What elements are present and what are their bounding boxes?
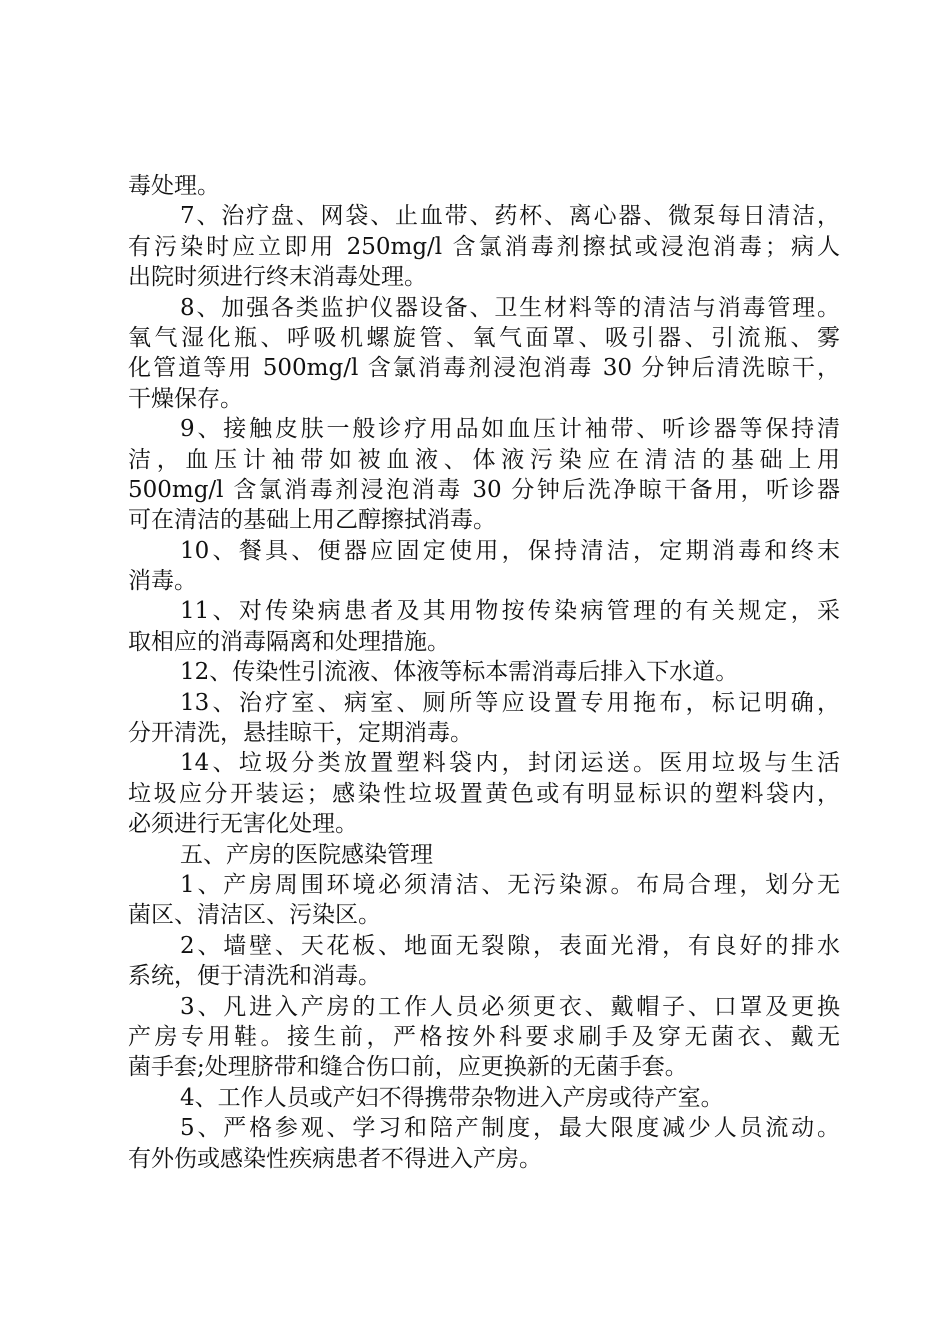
text-line: 氧气湿化瓶、呼吸机螺旋管、氧气面罩、吸引器、引流瓶、雾	[128, 324, 840, 351]
text-line: 3、凡进入产房的工作人员必须更衣、戴帽子、口罩及更换	[180, 993, 840, 1020]
text-line: 14、垃圾分类放置塑料袋内，封闭运送。医用垃圾与生活	[180, 750, 840, 777]
document-body	[128, 171, 840, 1174]
text-line: 9、接触皮肤一般诊疗用品如血压计袖带、听诊器等保持清	[180, 416, 840, 443]
text-line: 分开清洗，悬挂晾干，定期消毒。	[128, 720, 473, 747]
text-line: 有外伤或感染性疾病患者不得进入产房。	[128, 1145, 542, 1172]
text-line: 11、对传染病患者及其用物按传染病管理的有关规定，采	[180, 598, 840, 625]
section-heading: 五、产房的医院感染管理	[180, 841, 433, 868]
text-line: 8、加强各类监护仪器设备、卫生材料等的清洁与消毒管理。	[180, 294, 840, 321]
text-line: 4、工作人员或产妇不得携带杂物进入产房或待产室。	[180, 1084, 724, 1111]
text-line: 系统，便于清洗和消毒。	[128, 963, 381, 990]
text-line: 7、治疗盘、网袋、止血带、药杯、离心器、微泵每日清洁，	[180, 203, 840, 230]
text-line: 产房专用鞋。接生前，严格按外科要求刷手及穿无菌衣、戴无	[128, 1023, 840, 1050]
text-line: 出院时须进行终末消毒处理。	[128, 264, 427, 291]
text-line: 垃圾应分开装运；感染性垃圾置黄色或有明显标识的塑料袋内，	[128, 780, 840, 807]
text-line: 可在清洁的基础上用乙醇擦拭消毒。	[128, 507, 496, 534]
text-line: 500mg/l 含氯消毒剂浸泡消毒 30 分钟后洗净晾干备用，听诊器	[128, 476, 840, 503]
text-line: 化管道等用 500mg/l 含氯消毒剂浸泡消毒 30 分钟后清洗晾干，	[128, 355, 840, 382]
text-line: 12、传染性引流液、体液等标本需消毒后排入下水道。	[180, 659, 739, 686]
text-line: 1、产房周围环境必须清洁、无污染源。布局合理，划分无	[180, 871, 840, 898]
text-line: 菌区、清洁区、污染区。	[128, 902, 381, 929]
text-line: 10、餐具、便器应固定使用，保持清洁，定期消毒和终末	[180, 537, 840, 564]
text-line: 有污染时应立即用 250mg/l 含氯消毒剂擦拭或浸泡消毒；病人	[128, 233, 840, 260]
text-line: 菌手套;处理脐带和缝合伤口前，应更换新的无菌手套。	[128, 1054, 688, 1081]
text-line: 13、治疗室、病室、厕所等应设置专用拖布，标记明确，	[180, 689, 840, 716]
text-line: 5、严格参观、学习和陪产制度，最大限度减少人员流动。	[180, 1115, 840, 1142]
text-line: 洁，血压计袖带如被血液、体液污染应在清洁的基础上用	[128, 446, 840, 473]
text-line: 消毒。	[128, 568, 197, 595]
text-line: 必须进行无害化处理。	[128, 811, 358, 838]
text-line: 2、墙壁、天花板、地面无裂隙，表面光滑，有良好的排水	[180, 932, 840, 959]
text-line: 毒处理。	[128, 173, 220, 199]
text-line: 干燥保存。	[128, 385, 243, 412]
text-line: 取相应的消毒隔离和处理措施。	[128, 628, 450, 655]
